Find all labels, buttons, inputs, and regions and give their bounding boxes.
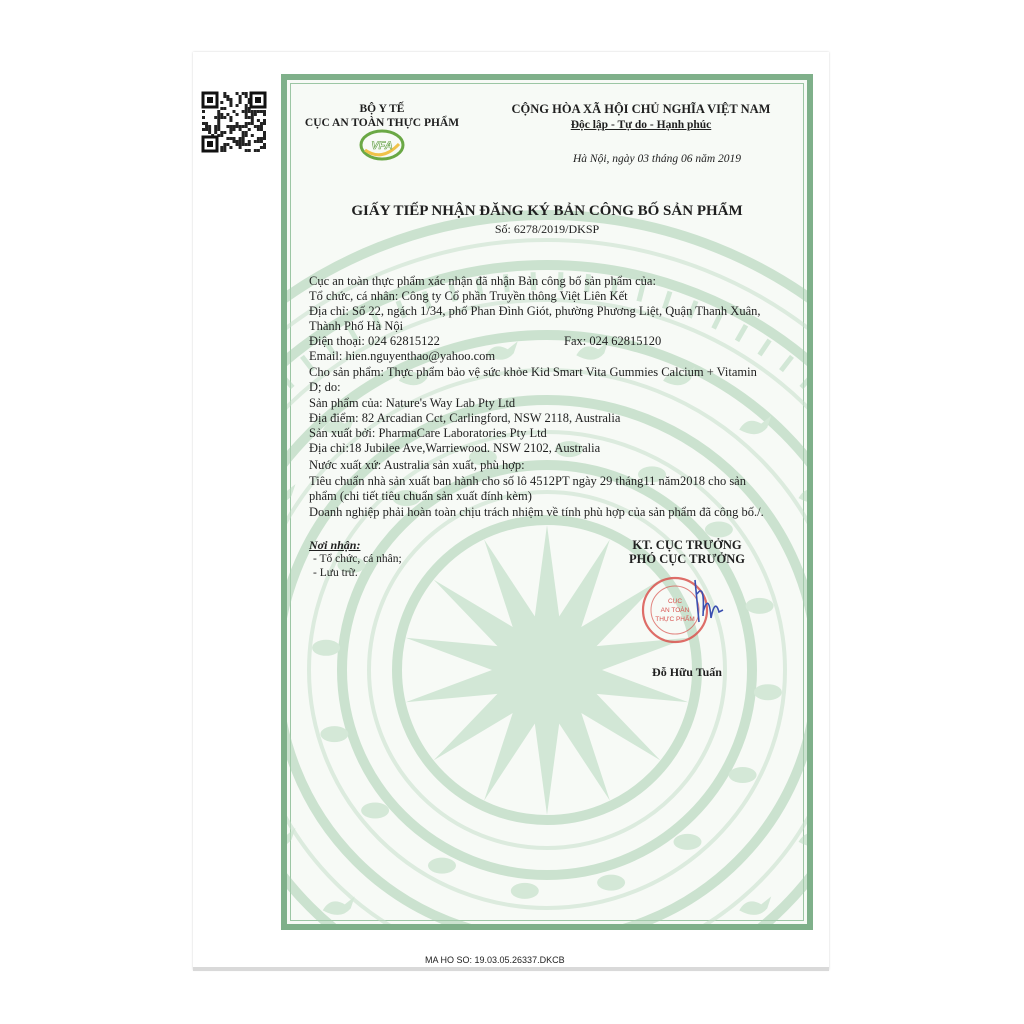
intro-line: Cục an toàn thực phẩm xác nhận đã nhận Bản công bố sản phẩm của: bbox=[309, 274, 656, 288]
owner-address-line: Địa điểm: 82 Arcadian Cct, Carlingford, NSW 2118, Australia bbox=[309, 411, 621, 425]
address-line-1: Địa chỉ: Số 22, ngách 1/34, phố Phan Đình Giót, phường Phương Liệt, Quận Thanh Xuân, bbox=[309, 304, 761, 318]
signature-title-2: PHÓ CỤC TRƯỞNG bbox=[629, 552, 745, 566]
official-stamp-icon bbox=[639, 572, 729, 654]
phone-line: Điện thoại: 024 62815122 bbox=[309, 334, 440, 348]
signer-name: Đỗ Hữu Tuấn bbox=[652, 665, 722, 679]
address-line-2: Thành Phố Hà Nội bbox=[309, 319, 404, 333]
recipient-item: - Tổ chức, cá nhân; bbox=[313, 553, 402, 565]
certificate-frame bbox=[281, 74, 813, 930]
document-title: GIẤY TIẾP NHẬN ĐĂNG KÝ BẢN CÔNG BỐ SẢN PHẨM bbox=[351, 203, 743, 219]
product-line-2: D; do: bbox=[309, 380, 341, 394]
manufacturer-line: Sản xuất bởi: PharmaCare Laboratories Pty Ltd bbox=[309, 426, 547, 440]
stamp-text: AN TOÀN bbox=[660, 607, 690, 614]
product-line-1: Cho sản phẩm: Thực phẩm bảo vệ sức khỏe Kid Smart Vita Gummies Calcium + Vitamin bbox=[309, 365, 757, 379]
email-line: Email: hien.nguyenthao@yahoo.com bbox=[309, 349, 496, 363]
standard-line-1: Tiêu chuẩn nhà sản xuất ban hành cho số lô 4512PT ngày 29 tháng11 năm2018 cho sản bbox=[309, 474, 746, 488]
manufacturer-address-line: Địa chỉ:18 Jubilee Ave,Warriewood. NSW 2102, Australia bbox=[309, 441, 601, 455]
vfa-logo-icon bbox=[359, 128, 405, 162]
ministry-name: BỘ Y TẾ bbox=[359, 103, 405, 115]
standard-line-2: phẩm (chi tiết tiêu chuẩn sản xuất đính kèm) bbox=[309, 489, 532, 503]
certificate-content bbox=[287, 80, 807, 924]
stamp-text: THỰC PHẨM bbox=[655, 616, 695, 623]
origin-line: Nước xuất xứ: Australia sản xuất, phù hợp: bbox=[309, 458, 525, 472]
signature-scribble bbox=[695, 580, 723, 622]
fax-line: Fax: 024 62815120 bbox=[564, 334, 662, 348]
country-name: CỘNG HÒA XÃ HỘI CHỦ NGHĨA VIỆT NAM bbox=[511, 102, 771, 116]
recipients-heading: Nơi nhận: bbox=[309, 538, 361, 552]
signature-title-1: KT. CỤC TRƯỞNG bbox=[632, 538, 742, 552]
responsibility-line: Doanh nghiệp phải hoàn toàn chịu trách nhiệm về tính phù hợp của sản phẩm đã công bố./. bbox=[309, 505, 764, 519]
qr-code-icon bbox=[201, 91, 267, 153]
national-motto: Độc lập - Tự do - Hạnh phúc bbox=[570, 119, 712, 131]
document-number: Số: 6278/2019/DKSP bbox=[494, 222, 600, 236]
ma-ho-so-label: MA HO SO: 19.03.05.26337.DKCB bbox=[425, 955, 565, 965]
recipient-item: - Lưu trữ. bbox=[313, 567, 358, 579]
bottom-rule bbox=[193, 967, 829, 971]
stamp-text: CỤC bbox=[667, 598, 683, 605]
department-name: CỤC AN TOÀN THỰC PHẨM bbox=[304, 117, 460, 129]
issue-date: Hà Nội, ngày 03 tháng 06 năm 2019 bbox=[572, 153, 742, 165]
owner-line: Sản phẩm của: Nature's Way Lab Pty Ltd bbox=[309, 396, 516, 410]
organization-line: Tổ chức, cá nhân: Công ty Cổ phần Truyền thông Việt Liên Kết bbox=[309, 289, 628, 303]
vfa-logo-text: VFA bbox=[371, 140, 393, 152]
